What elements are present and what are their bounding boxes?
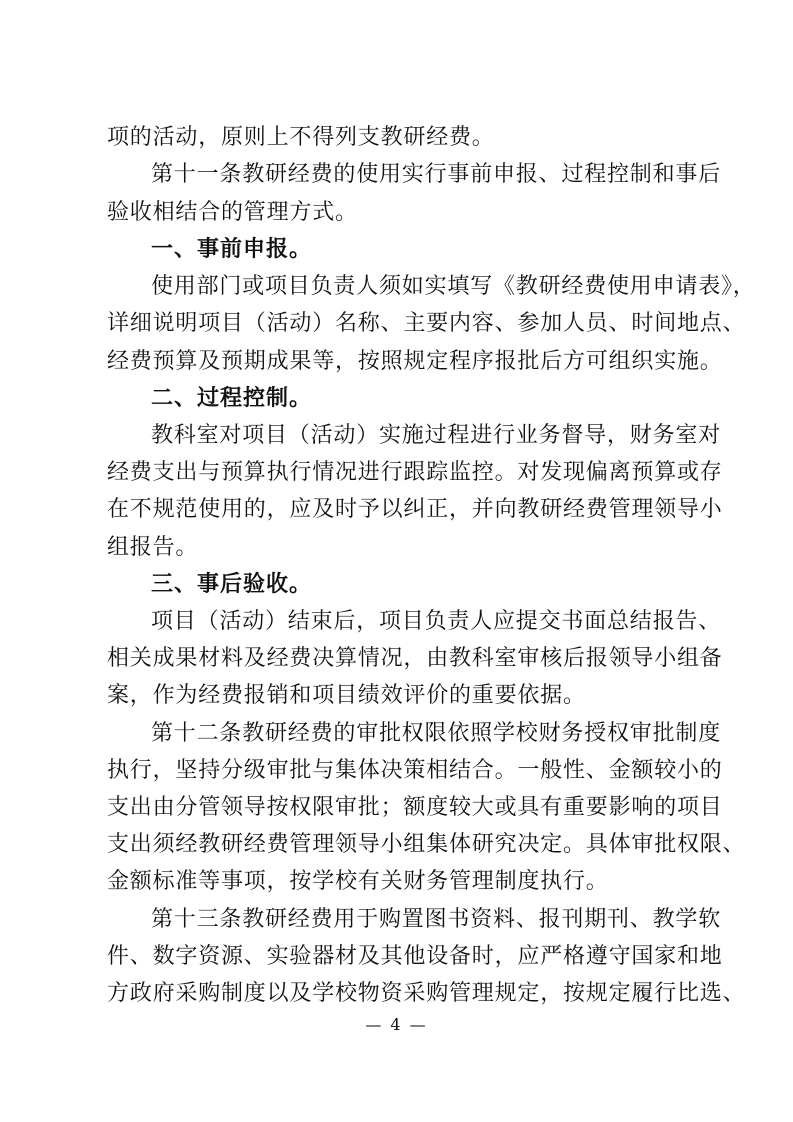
article-11-line: 第十一条教研经费的使用实行事前申报、过程控制和事后 <box>151 162 722 187</box>
body-text-line: 详细说明项目（活动）名称、主要内容、参加人员、时间地点、 <box>107 311 746 336</box>
page-number: — 4 — <box>365 1015 428 1034</box>
section-heading: 一、事前申报。 <box>151 237 313 262</box>
body-text-line: 方政府采购制度以及学校物资采购管理规定，按规定履行比选、 <box>107 981 746 1006</box>
body-text-line: 执行，坚持分级审批与集体决策相结合。一般性、金额较小的 <box>107 758 723 783</box>
body-text-line: 支出由分管领导按权限审批；额度较大或具有重要影响的项目 <box>107 795 723 820</box>
body-text-line: 相关成果材料及经费决算情况，由教科室审核后报领导小组备 <box>107 646 723 671</box>
body-text-line: 件、数字资源、实验器材及其他设备时，应严格遵守国家和地 <box>107 944 723 969</box>
section-heading: 二、过程控制。 <box>151 386 313 411</box>
body-text-line: 经费支出与预算执行情况进行跟踪监控。对发现偏离预算或存 <box>107 460 723 485</box>
body-text-line: 项的活动，原则上不得列支教研经费。 <box>107 125 495 150</box>
body-text-line: 支出须经教研经费管理领导小组集体研究决定。具体审批权限、 <box>107 832 746 857</box>
body-text-line: 经费预算及预期成果等，按照规定程序报批后方可组织实施。 <box>107 349 723 374</box>
body-text-line: 组报告。 <box>107 535 199 560</box>
body-text-line: 教科室对项目（活动）实施过程进行业务督导，财务室对 <box>151 423 722 448</box>
article-12-line: 第十二条教研经费的审批权限依照学校财务授权审批制度 <box>151 721 722 746</box>
body-text-line: 项目（活动）结束后，项目负责人应提交书面总结报告、 <box>151 609 722 634</box>
article-13-line: 第十三条教研经费用于购置图书资料、报刊期刊、教学软 <box>151 907 722 932</box>
section-heading: 三、事后验收。 <box>151 572 313 597</box>
body-text-line: 案，作为经费报销和项目绩效评价的重要依据。 <box>107 683 586 708</box>
body-text-line: 在不规范使用的，应及时予以纠正，并向教研经费管理领导小 <box>107 497 723 522</box>
body-text-line: 金额标准等事项，按学校有关财务管理制度执行。 <box>107 869 609 894</box>
body-text-line: 验收相结合的管理方式。 <box>107 200 358 225</box>
body-text-line: 使用部门或项目负责人须如实填写《教研经费使用申请表》， <box>151 274 756 299</box>
